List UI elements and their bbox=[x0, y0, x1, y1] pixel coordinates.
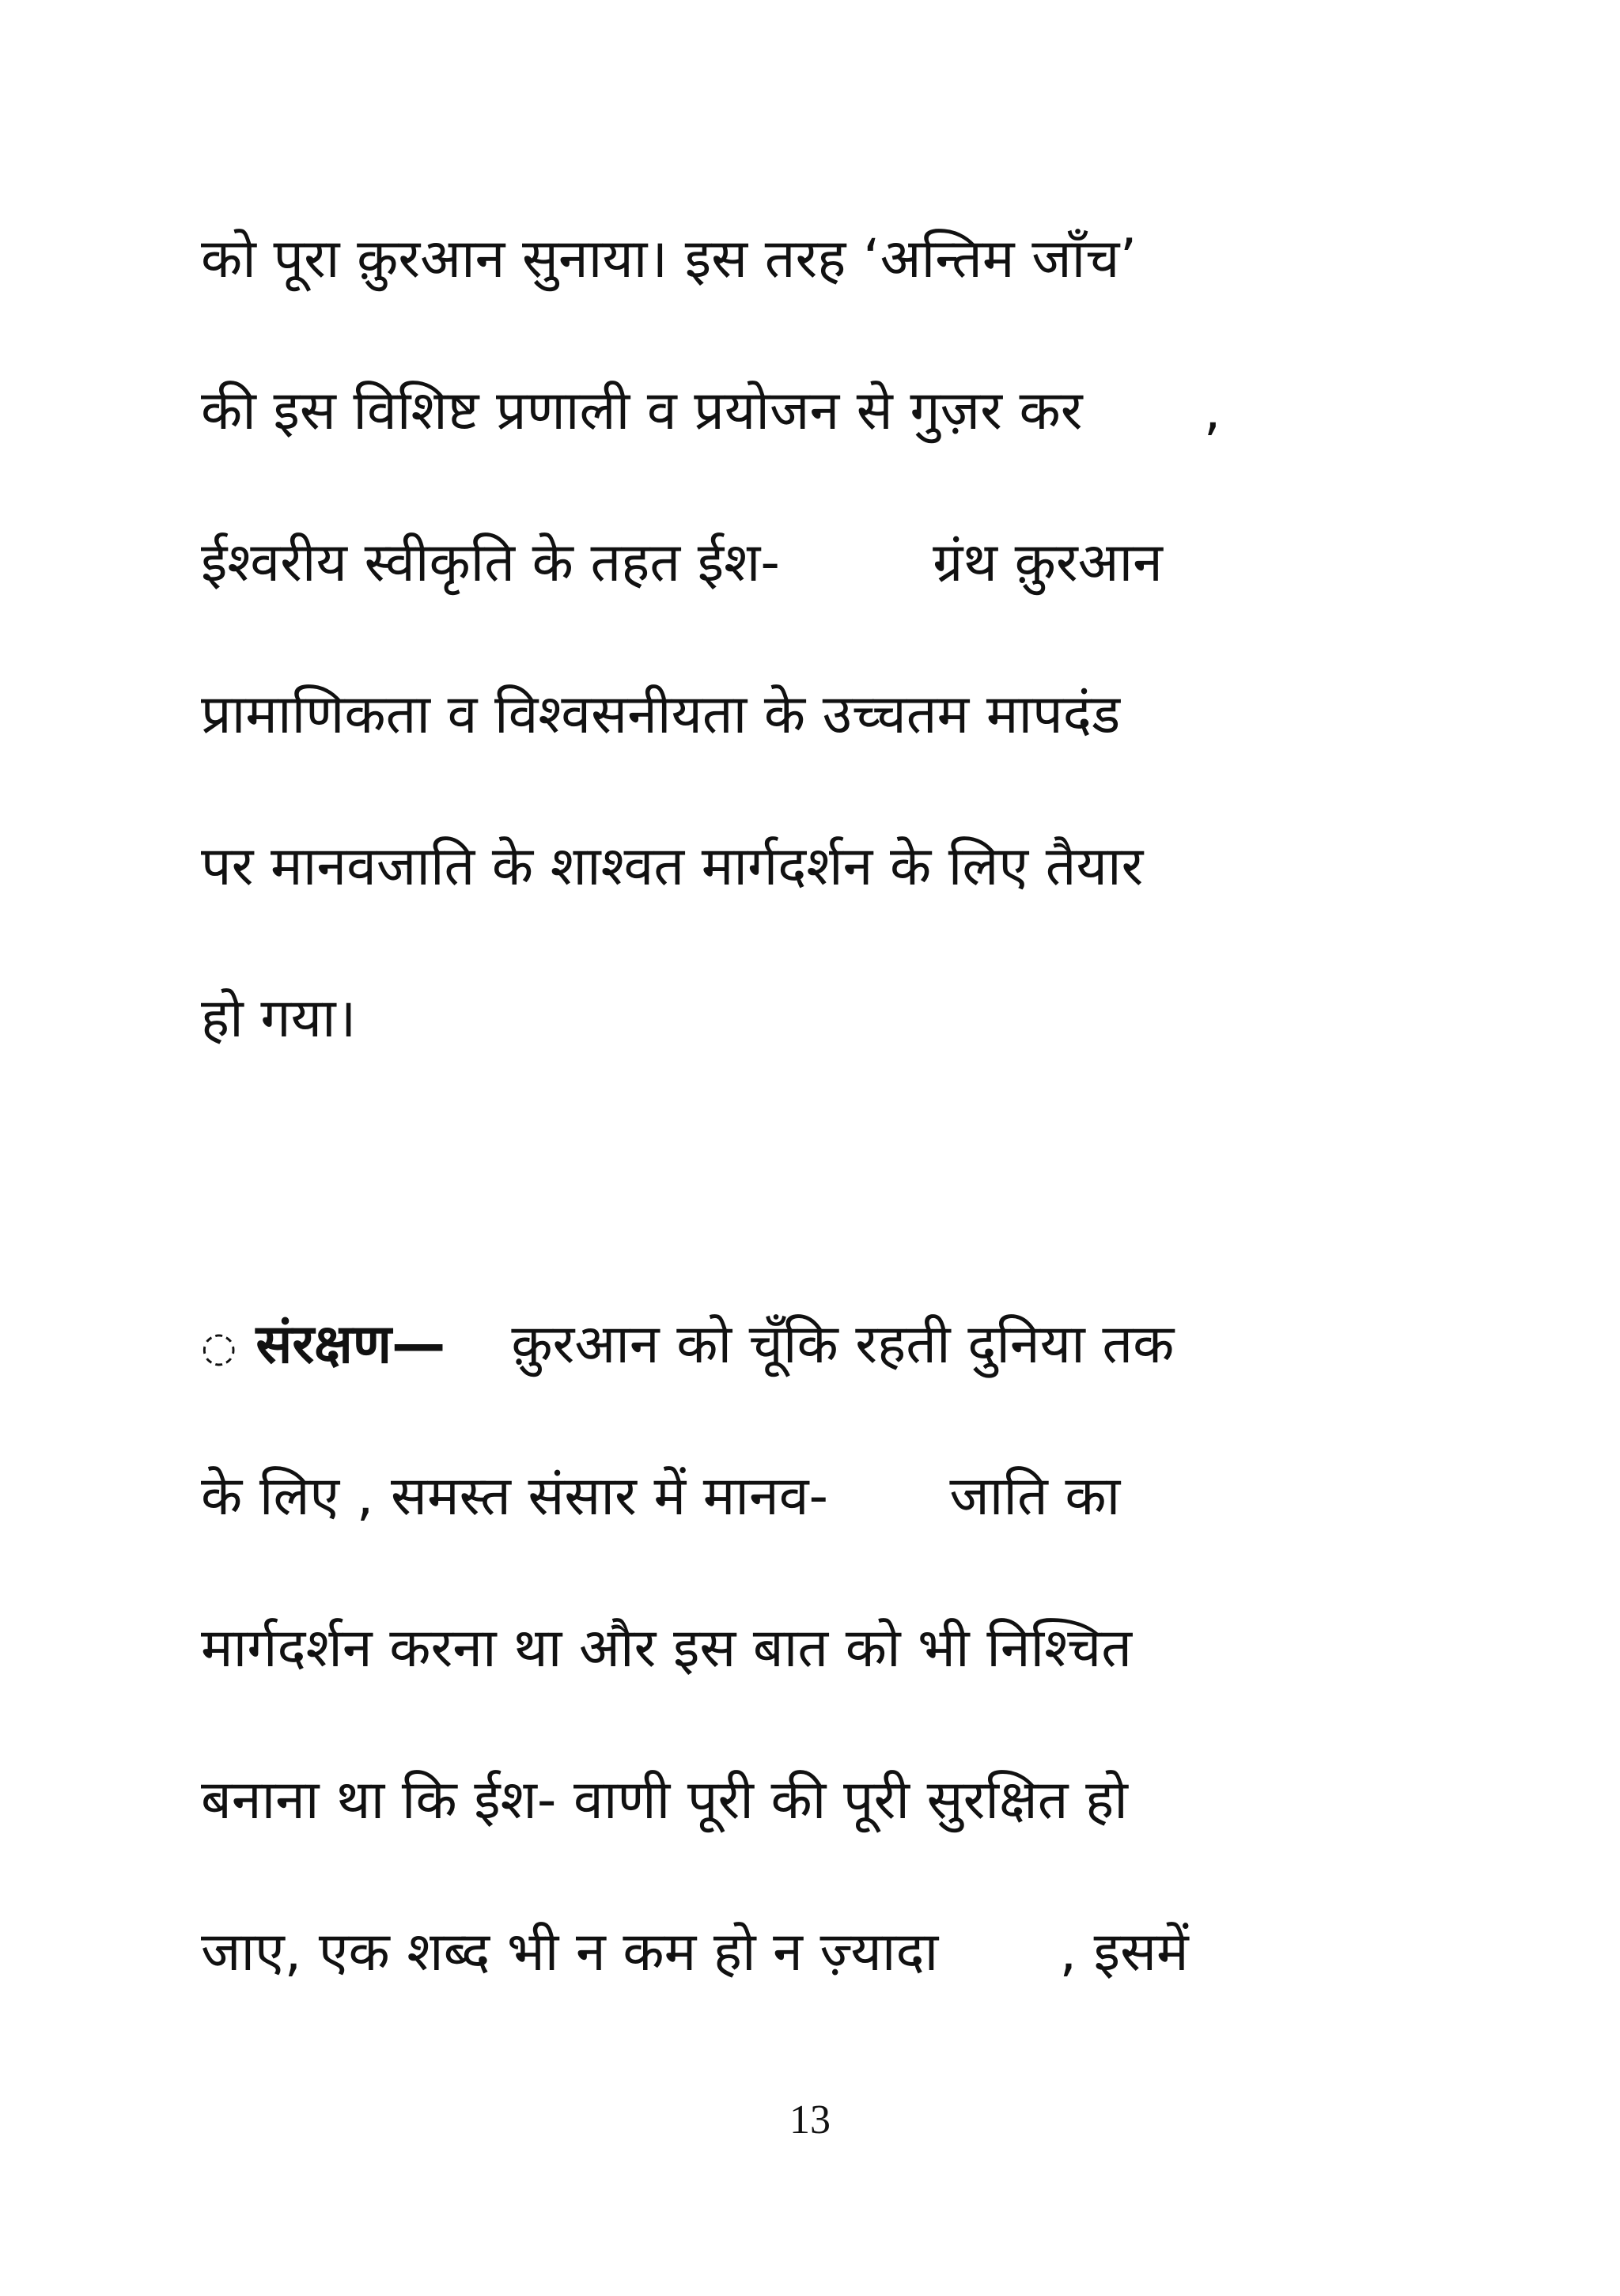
text-line-4 bbox=[201, 668, 1451, 763]
text-line-1-content: को पूरा क़ुरआन सुनाया। इस तरह ‘अन्तिम जाँच’ bbox=[201, 228, 1137, 290]
section-line-3 bbox=[201, 1601, 1451, 1696]
text-line-2 bbox=[201, 364, 1451, 459]
text-line-2-comma: , bbox=[1203, 380, 1221, 442]
section-line-5-part-b: , इसमें bbox=[1059, 1921, 1189, 1983]
section-line-4-content: बनाना था कि ईश- वाणी पूरी की पूरी सुरक्षित हो bbox=[201, 1769, 1128, 1832]
text-line-4-content: प्रामाणिकता व विश्वसनीयता के उच्चतम मापदंड bbox=[201, 684, 1121, 746]
text-line-5-content: पर मानवजाति के शाश्वत मार्गदर्शन के लिए तैयार bbox=[201, 835, 1144, 898]
section-line-2-part-b: जाति का bbox=[949, 1465, 1121, 1528]
section-line-5 bbox=[201, 1905, 1451, 2000]
section-line-2-part-a: के लिए , समस्त संसार में मानव- bbox=[201, 1465, 829, 1528]
text-line-3-part-a: ईश्वरीय स्वीकृति के तहत ईश- bbox=[201, 532, 780, 594]
text-line-2-content: की इस विशिष्ट प्रणाली व प्रयोजन से गुज़र कर bbox=[201, 380, 1083, 442]
text-line-5 bbox=[201, 820, 1451, 915]
section-line-2 bbox=[201, 1449, 1451, 1544]
section-line-5-part-a: जाए, एक शब्द भी न कम हो न ज़्यादा bbox=[201, 1921, 939, 1983]
section-line-4 bbox=[201, 1753, 1451, 1848]
text-line-3 bbox=[201, 516, 1451, 611]
section-line-1-rest: क़ुरआन को चूँकि रहती दुनिया तक bbox=[511, 1313, 1175, 1376]
bullet-icon: ◌ bbox=[201, 1324, 237, 1372]
text-line-1 bbox=[201, 212, 1451, 307]
section-heading: संरक्षण— bbox=[255, 1313, 446, 1376]
section-heading-line bbox=[201, 1298, 1451, 1392]
page-number: 13 bbox=[789, 2097, 831, 2143]
text-line-6-content: हो गया। bbox=[201, 987, 357, 1050]
section-line-3-content: मार्गदर्शन करना था और इस बात को भी निश्चित bbox=[201, 1617, 1133, 1680]
text-line-6 bbox=[201, 972, 1451, 1067]
text-line-3-part-b: ग्रंथ क़ुरआन bbox=[933, 532, 1163, 594]
